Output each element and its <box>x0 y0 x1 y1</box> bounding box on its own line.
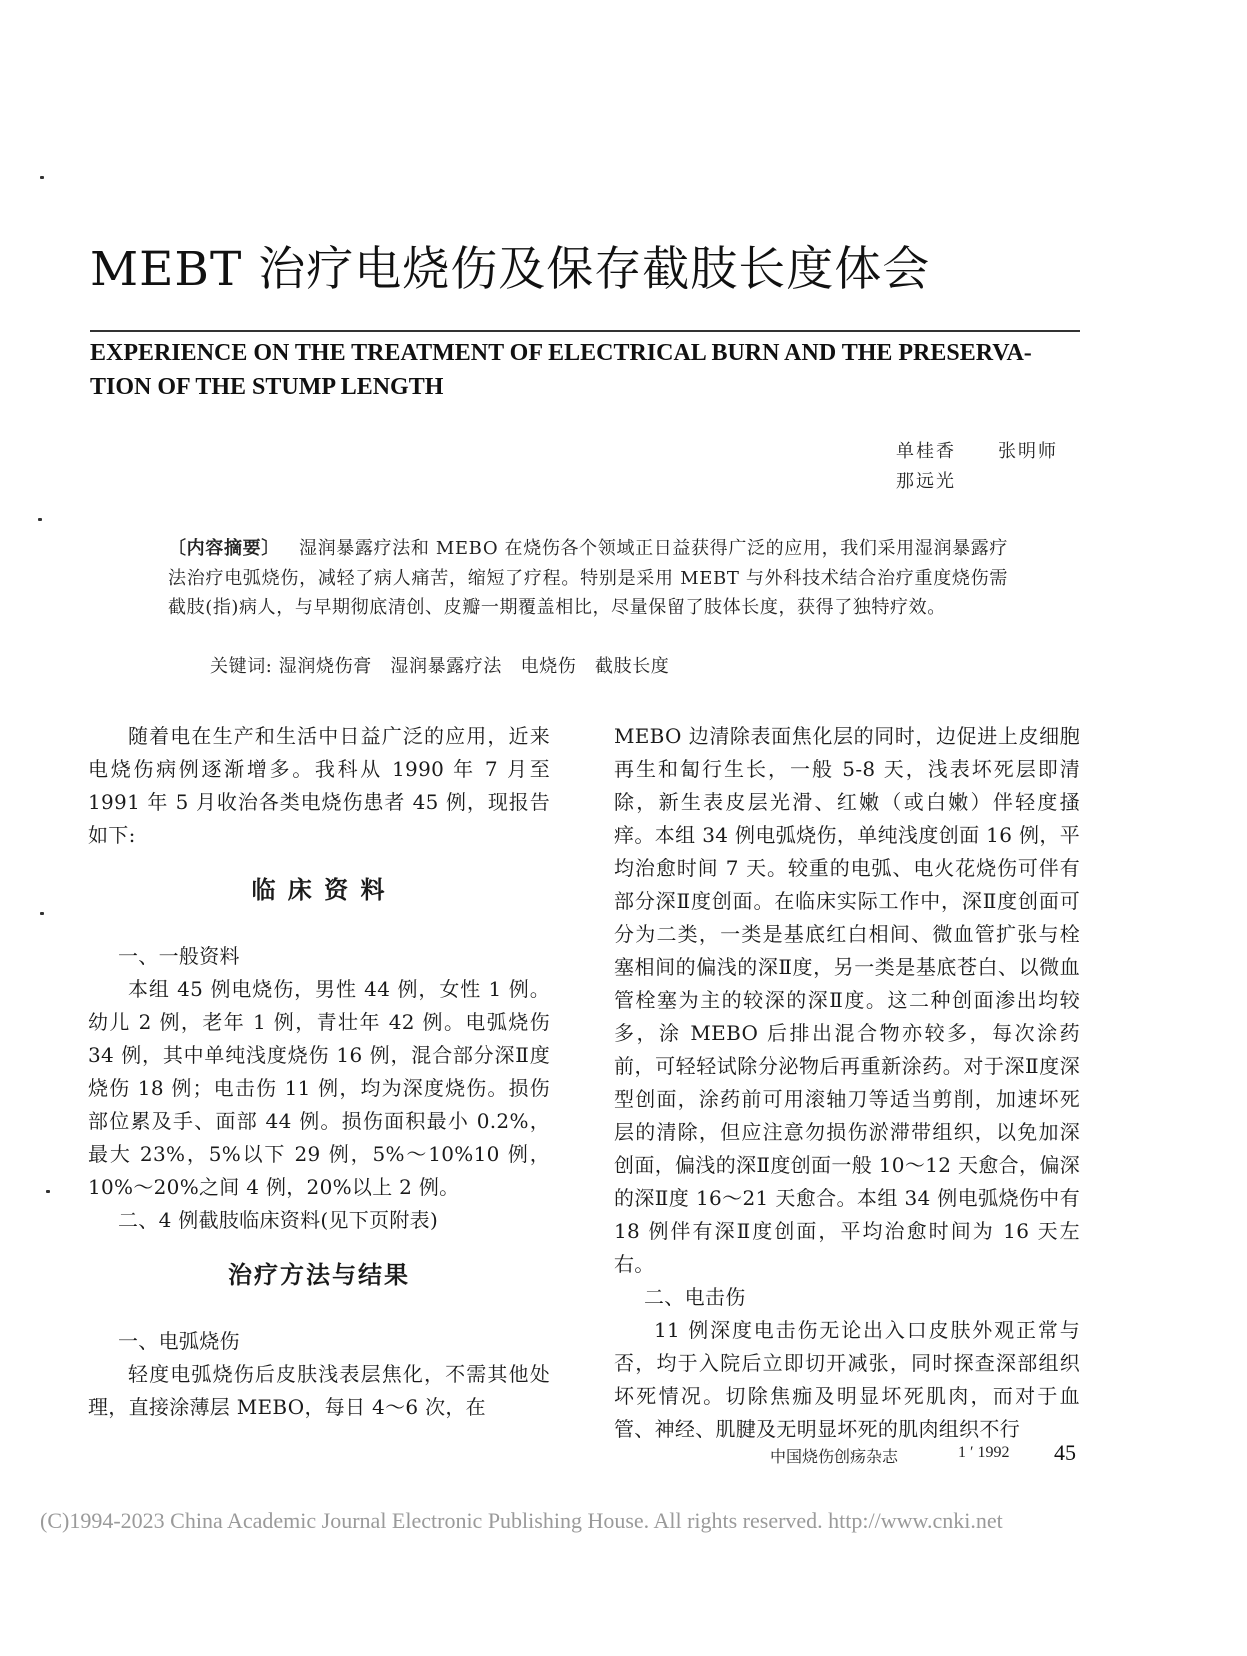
english-title <box>90 336 1100 404</box>
page-title: MEBT 治疗电烧伤及保存截肢长度体会 <box>90 242 931 297</box>
intro-paragraph: 随着电在生产和生活中日益广泛的应用，近来电烧伤病例逐渐增多。我科从 1990 年 7 月至 1991 年 5 月收治各类电烧伤患者 45 例，现报告如下: <box>88 724 550 847</box>
scan-speck <box>40 176 44 179</box>
footer-journal-name: 中国烧伤创疡杂志 <box>770 1447 899 1466</box>
author-1: 单桂香 <box>896 441 956 462</box>
electric-shock-paragraph: 11 例深度电击伤无论出入口皮肤外观正常与否，均于入院后立即切开减张，同时探查深部组织坏死情况。切除焦痂及明显坏死肌肉，而对于血管、神经、肌腱及无明显坏死的肌肉组织不行 <box>614 1318 1080 1441</box>
subsection-amputation-data: 二、4 例截肢临床资料(见下页附表) <box>118 1208 439 1232</box>
scan-speck <box>46 1190 50 1193</box>
keywords-label: 关键词: <box>210 656 273 677</box>
keywords <box>210 652 1010 681</box>
keywords-list: 湿润烧伤膏 湿润暴露疗法 电烧伤 截肢长度 <box>278 656 670 677</box>
copyright-notice: (C)1994-2023 China Academic Journal Electronic Publishing House. All rights reserved. http://www.cnki.net <box>40 1508 1003 1533</box>
english-title-line-1: EXPERIENCE ON THE TREATMENT OF ELECTRICAL BURN AND THE PRESERVA- <box>90 340 1032 366</box>
body-left-column <box>88 720 550 1424</box>
arc-burn-paragraph-continued: MEBO 边清除表面焦化层的同时，边促进上皮细胞再生和匐行生长，一般 5-8 天，浅表坏死层即清除，新生表皮层光滑、红嫩（或白嫩）伴轻度搔痒。本组 34 例电弧烧伤，单纯浅度创面 16 例，平均治愈时间 7 天。较重的电弧、电火花烧伤可伴有部分深Ⅱ度创面。在临床实际工作中，深Ⅱ度创面可分为二类，一类是基底红白相间、微血管扩张与栓塞相间的偏浅的深Ⅱ度，另一类是基底苍白、以微血管栓塞为主的较深的深Ⅱ度。这二种创面渗出均较多，涂 MEBO 后排出混合物亦较多，每次涂药前，可轻轻试除分泌物后再重新涂药。对于深Ⅱ度深型创面，涂药前可用滚轴刀等适当剪削，加速坏死层的清除，但应注意勿损伤淤滞带组织，以免加深创面，偏浅的深Ⅱ度创面一般 10～12 天愈合，偏深的深Ⅱ度 16～21 天愈合。本组 34 例电弧烧伤中有 18 例伴有深Ⅱ度创面，平均治愈时间为 16 天左右。 <box>614 724 1080 1276</box>
title-divider <box>90 330 1080 332</box>
abstract-text: 湿润暴露疗法和 MEBO 在烧伤各个领域正日益获得广泛的应用，我们采用湿润暴露疗法治疗电弧烧伤，减轻了病人痛苦，缩短了疗程。特别是采用 MEBT 与外科技术结合治疗重度烧伤需截肢(指)病人，与早期彻底清创、皮瓣一期覆盖相比，尽量保留了肢体长度，获得了独特疗效。 <box>168 538 1008 618</box>
author-3: 那远光 <box>896 471 956 492</box>
scan-speck <box>40 912 44 915</box>
general-data-paragraph: 本组 45 例电烧伤，男性 44 例，女性 1 例。幼儿 2 例，老年 1 例，青壮年 42 例。电弧烧伤 34 例，其中单纯浅度烧伤 16 例，混合部分深Ⅱ度烧伤 18 例；电击伤 11 例，均为深度烧伤。损伤部位累及手、面部 44 例。损伤面积最小 0.2%，最大 23%，5%以下 29 例，5%～10%10 例，10%～20%之间 4 例，20%以上 2 例。 <box>88 977 550 1199</box>
author-2: 张明师 <box>998 441 1058 462</box>
abstract-label: 〔内容摘要〕 <box>168 538 280 559</box>
abstract <box>168 534 1008 623</box>
body-right-column <box>614 720 1080 1446</box>
subsection-arc-burn: 一、电弧烧伤 <box>118 1329 240 1353</box>
footer-issue: 1 ′ 1992 <box>958 1444 1010 1461</box>
footer-page-number: 45 <box>1054 1440 1076 1465</box>
scan-speck <box>38 518 42 521</box>
subsection-electric-shock: 二、电击伤 <box>644 1285 746 1309</box>
english-title-line-2: TION OF THE STUMP LENGTH <box>90 374 444 400</box>
subsection-general-data: 一、一般资料 <box>118 944 240 968</box>
arc-burn-paragraph-start: 轻度电弧烧伤后皮肤浅表层焦化，不需其他处理，直接涂薄层 MEBO，每日 4～6 次，在 <box>88 1362 550 1419</box>
section-heading-treatment: 治疗方法与结果 <box>228 1261 410 1289</box>
section-heading-clinical-data: 临 床 资 料 <box>251 876 387 904</box>
